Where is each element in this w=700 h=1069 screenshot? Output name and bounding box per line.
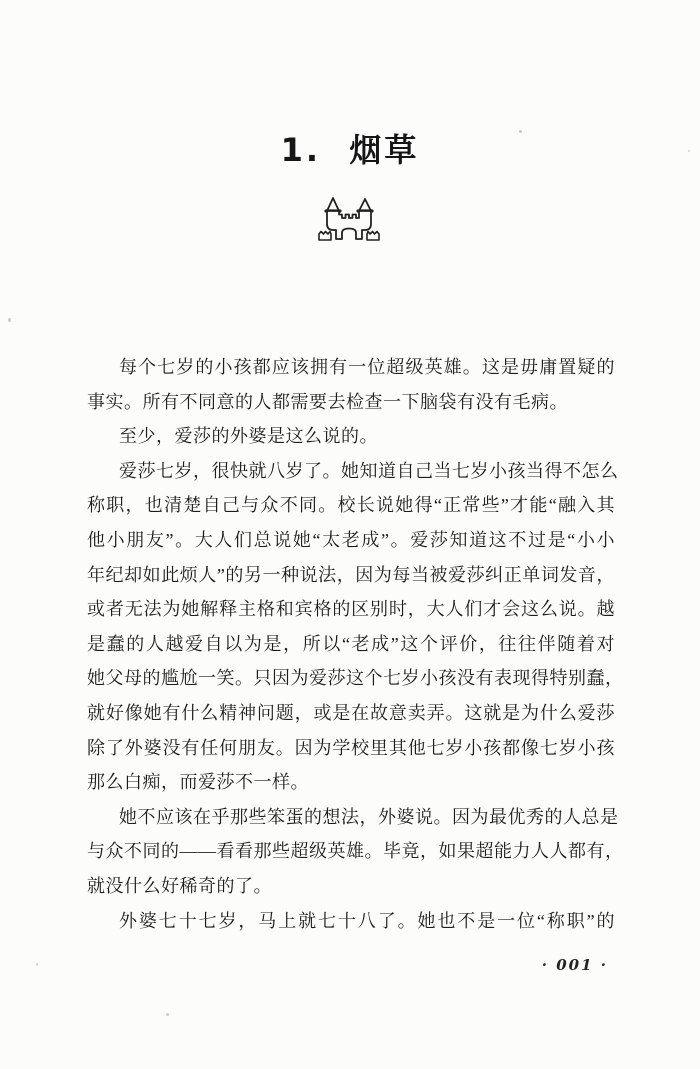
text-line: 就好像她有什么精神问题，或是在故意卖弄。这就是为什么爱莎 bbox=[87, 702, 615, 723]
chapter-title: 1. 烟草 bbox=[280, 131, 420, 170]
page-number: · 001 · bbox=[541, 956, 608, 974]
text-line: 他小朋友”。大人们总说她“太老成”。爱莎知道这不过是“小小 bbox=[87, 529, 615, 550]
text-line: 称职，也清楚自己与众不同。校长说她得“正常些”才能“融入其 bbox=[87, 495, 615, 516]
text-line: 或者无法为她解释主格和宾格的区别时，大人们才会这么说。越 bbox=[87, 599, 615, 620]
castle-icon bbox=[317, 195, 381, 247]
scan-speck bbox=[688, 150, 690, 152]
text-line: 那么白痴，而爱莎不一样。 bbox=[87, 772, 309, 793]
text-line: 至少，爱莎的外婆是这么说的。 bbox=[119, 426, 378, 447]
body-text bbox=[87, 350, 624, 938]
text-line: 爱莎七岁，很快就八岁了。她知道自己当七岁小孩当得不怎么 bbox=[119, 460, 619, 481]
text-line: 年纪却如此烦人”的另一种说法，因为每当被爱莎纠正单词发音， bbox=[87, 564, 615, 585]
text-line: 除了外婆没有任何朋友。因为学校里其他七岁小孩都像七岁小孩 bbox=[87, 737, 615, 758]
scan-speck bbox=[36, 963, 38, 966]
text-line: 是蠢的人越爱自以为是，所以“老成”这个评价，往往伴随着对 bbox=[87, 633, 615, 654]
text-line: 事实。所有不同意的人都需要去检查一下脑袋有没有毛病。 bbox=[87, 391, 568, 412]
text-line: 她父母的尴尬一笑。只因为爱莎这个七岁小孩没有表现得特别蠢， bbox=[87, 668, 624, 689]
scan-speck bbox=[166, 1013, 169, 1016]
text-line: 就没什么好稀奇的了。 bbox=[87, 875, 272, 896]
text-line: 与众不同的——看看那些超级英雄。毕竟，如果超能力人人都有， bbox=[87, 841, 624, 862]
text-line: 她不应该在乎那些笨蛋的想法，外婆说。因为最优秀的人总是 bbox=[119, 806, 619, 827]
scan-speck bbox=[519, 130, 522, 133]
text-line: 每个七岁的小孩都应该拥有一位超级英雄。这是毋庸置疑的 bbox=[119, 357, 615, 377]
text-line: 外婆七十七岁，马上就七十八了。她也不是一位“称职”的 bbox=[119, 910, 615, 931]
scan-speck bbox=[8, 318, 11, 322]
